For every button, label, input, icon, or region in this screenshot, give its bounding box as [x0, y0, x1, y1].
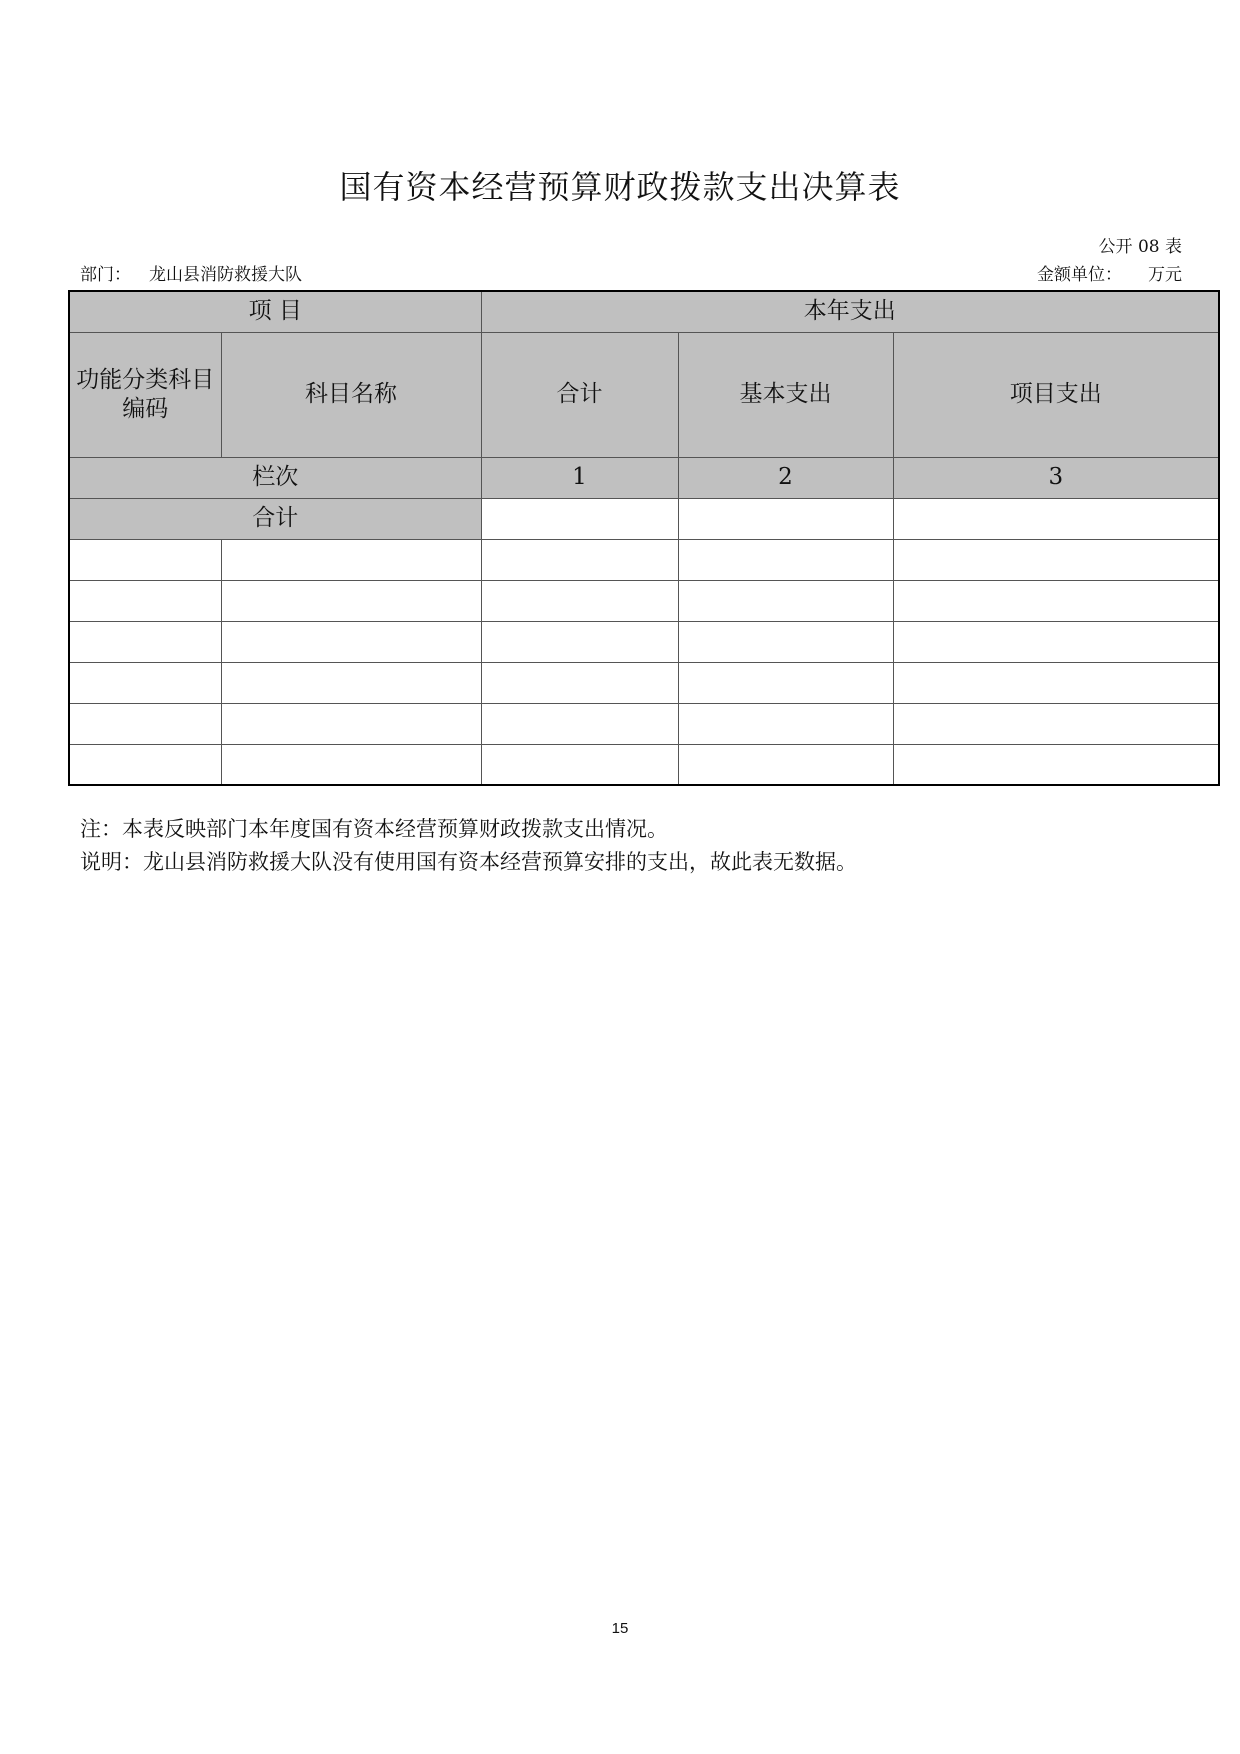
department-label: 部门：	[80, 265, 131, 285]
table-cell	[678, 744, 893, 785]
amount-unit-value: 万元	[1148, 265, 1182, 285]
table-cell	[481, 662, 678, 703]
total-row	[69, 498, 1219, 539]
table-cell	[893, 662, 1219, 703]
table-cell	[481, 703, 678, 744]
header-project: 项 目	[69, 291, 481, 332]
table-cell	[69, 539, 221, 580]
page-number: 15	[611, 1620, 629, 1637]
table-cell	[481, 580, 678, 621]
total-row-total	[481, 498, 678, 539]
table-cell	[893, 703, 1219, 744]
table-cell	[481, 744, 678, 785]
table-cell	[69, 662, 221, 703]
header-current-year-expenditure: 本年支出	[481, 291, 1219, 332]
table-cell	[69, 580, 221, 621]
table-row	[69, 703, 1219, 744]
department-line	[80, 260, 302, 285]
table-cell	[69, 621, 221, 662]
table-cell	[678, 662, 893, 703]
table-cell	[481, 539, 678, 580]
column-number-2: 2	[678, 457, 893, 498]
table-cell	[893, 621, 1219, 662]
header-subject-name: 科目名称	[221, 332, 481, 457]
header-total: 合计	[481, 332, 678, 457]
page-title: 国有资本经营预算财政拨款支出决算表	[339, 168, 901, 206]
column-number-label: 栏次	[69, 457, 481, 498]
table-cell	[221, 621, 481, 662]
amount-unit-label: 金额单位：	[1037, 265, 1122, 285]
table-cell	[221, 580, 481, 621]
total-row-label: 合计	[69, 498, 481, 539]
table-cell	[221, 744, 481, 785]
total-row-project	[893, 498, 1219, 539]
table-cell	[678, 580, 893, 621]
header-basic-expenditure: 基本支出	[678, 332, 893, 457]
header-row-2	[69, 332, 1219, 457]
column-number-3: 3	[893, 457, 1219, 498]
table-cell	[678, 621, 893, 662]
header-project-expenditure: 项目支出	[893, 332, 1219, 457]
total-row-basic	[678, 498, 893, 539]
table-row	[69, 621, 1219, 662]
table-cell	[221, 662, 481, 703]
table-cell	[221, 539, 481, 580]
column-number-1: 1	[481, 457, 678, 498]
table-cell	[893, 744, 1219, 785]
table-row	[69, 539, 1219, 580]
expenditure-table	[68, 290, 1220, 786]
table-row	[69, 662, 1219, 703]
column-number-row	[69, 457, 1219, 498]
table-row	[69, 580, 1219, 621]
table-cell	[69, 703, 221, 744]
form-number: 公开 08 表	[1098, 237, 1182, 257]
table-cell	[481, 621, 678, 662]
table-cell	[893, 539, 1219, 580]
table-cell	[893, 580, 1219, 621]
table-cell	[221, 703, 481, 744]
table-cell	[678, 539, 893, 580]
amount-unit-line	[1037, 260, 1182, 285]
header-function-code: 功能分类科目编码	[69, 332, 221, 457]
table-note: 注：本表反映部门本年度国有资本经营预算财政拨款支出情况。	[80, 817, 668, 841]
department-name: 龙山县消防救援大队	[149, 265, 302, 285]
table-row	[69, 744, 1219, 785]
header-row-1	[69, 291, 1219, 332]
table-cell	[69, 744, 221, 785]
table-cell	[678, 703, 893, 744]
table-explanation: 说明：龙山县消防救援大队没有使用国有资本经营预算安排的支出，故此表无数据。	[80, 850, 857, 874]
